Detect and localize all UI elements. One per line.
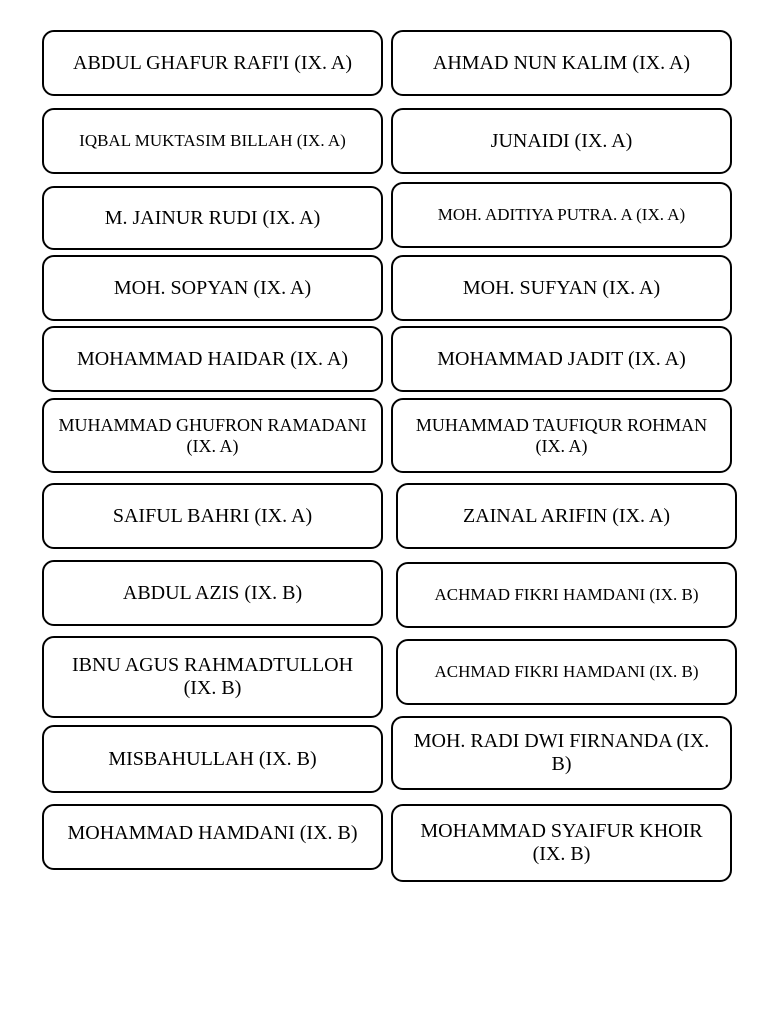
name-card-label: MOHAMMAD HAMDANI (IX. B) <box>67 822 358 844</box>
name-card-label: IQBAL MUKTASIM BILLAH (IX. A) <box>79 131 346 151</box>
name-card-label: MISBAHULLAH (IX. B) <box>108 747 317 770</box>
name-card <box>42 108 383 174</box>
name-card-label: MOH. ADITIYA PUTRA. A (IX. A) <box>437 205 686 225</box>
name-card-label: MOH. RADI DWI FIRNANDA (IX. B) <box>413 730 710 775</box>
name-card <box>391 108 732 174</box>
name-card-label: AHMAD NUN KALIM (IX. A) <box>432 51 691 74</box>
name-card <box>396 562 737 628</box>
name-card <box>391 255 732 321</box>
name-card <box>391 804 732 882</box>
name-card-label: ABDUL AZIS (IX. B) <box>122 581 303 604</box>
name-card-label: MOHAMMAD HAIDAR (IX. A) <box>76 348 349 370</box>
name-card <box>391 398 732 473</box>
name-card-label: JUNAIDI (IX. A) <box>490 129 633 152</box>
name-card <box>42 725 383 793</box>
name-card-label: MOH. SUFYAN (IX. A) <box>462 276 661 299</box>
name-card <box>391 30 732 96</box>
name-card <box>42 255 383 321</box>
name-card-label: MOHAMMAD JADIT (IX. A) <box>437 347 686 370</box>
name-card-label: M. JAINUR RUDI (IX. A) <box>104 206 321 229</box>
name-card <box>42 186 383 250</box>
name-card <box>42 560 383 626</box>
name-card-label: SAIFUL BAHRI (IX. A) <box>112 504 313 527</box>
name-card <box>42 326 383 392</box>
name-card-label: MOH. SOPYAN (IX. A) <box>113 276 312 299</box>
name-card-label: ZAINAL ARIFIN (IX. A) <box>462 504 670 527</box>
name-card-label: MUHAMMAD GHUFRON RAMADANI (IX. A) <box>58 414 367 456</box>
name-card <box>391 716 732 790</box>
name-card-label: MUHAMMAD TAUFIQUR ROHMAN (IX. A) <box>415 414 708 456</box>
name-card <box>396 639 737 705</box>
name-card-label: ACHMAD FIKRI HAMDANI (IX. B) <box>434 585 699 605</box>
name-card <box>42 398 383 473</box>
name-card <box>42 636 383 718</box>
name-card <box>396 483 737 549</box>
name-card <box>42 483 383 549</box>
name-card-label: IBNU AGUS RAHMADTULLOH (IX. B) <box>71 654 354 699</box>
name-card <box>391 182 732 248</box>
name-card-label: MOHAMMAD SYAIFUR KHOIR (IX. B) <box>420 820 703 865</box>
name-card-label: ACHMAD FIKRI HAMDANI (IX. B) <box>434 662 699 682</box>
name-card <box>391 326 732 392</box>
name-card <box>42 30 383 96</box>
name-card <box>42 804 383 870</box>
name-card-label: ABDUL GHAFUR RAFI'I (IX. A) <box>73 52 352 74</box>
